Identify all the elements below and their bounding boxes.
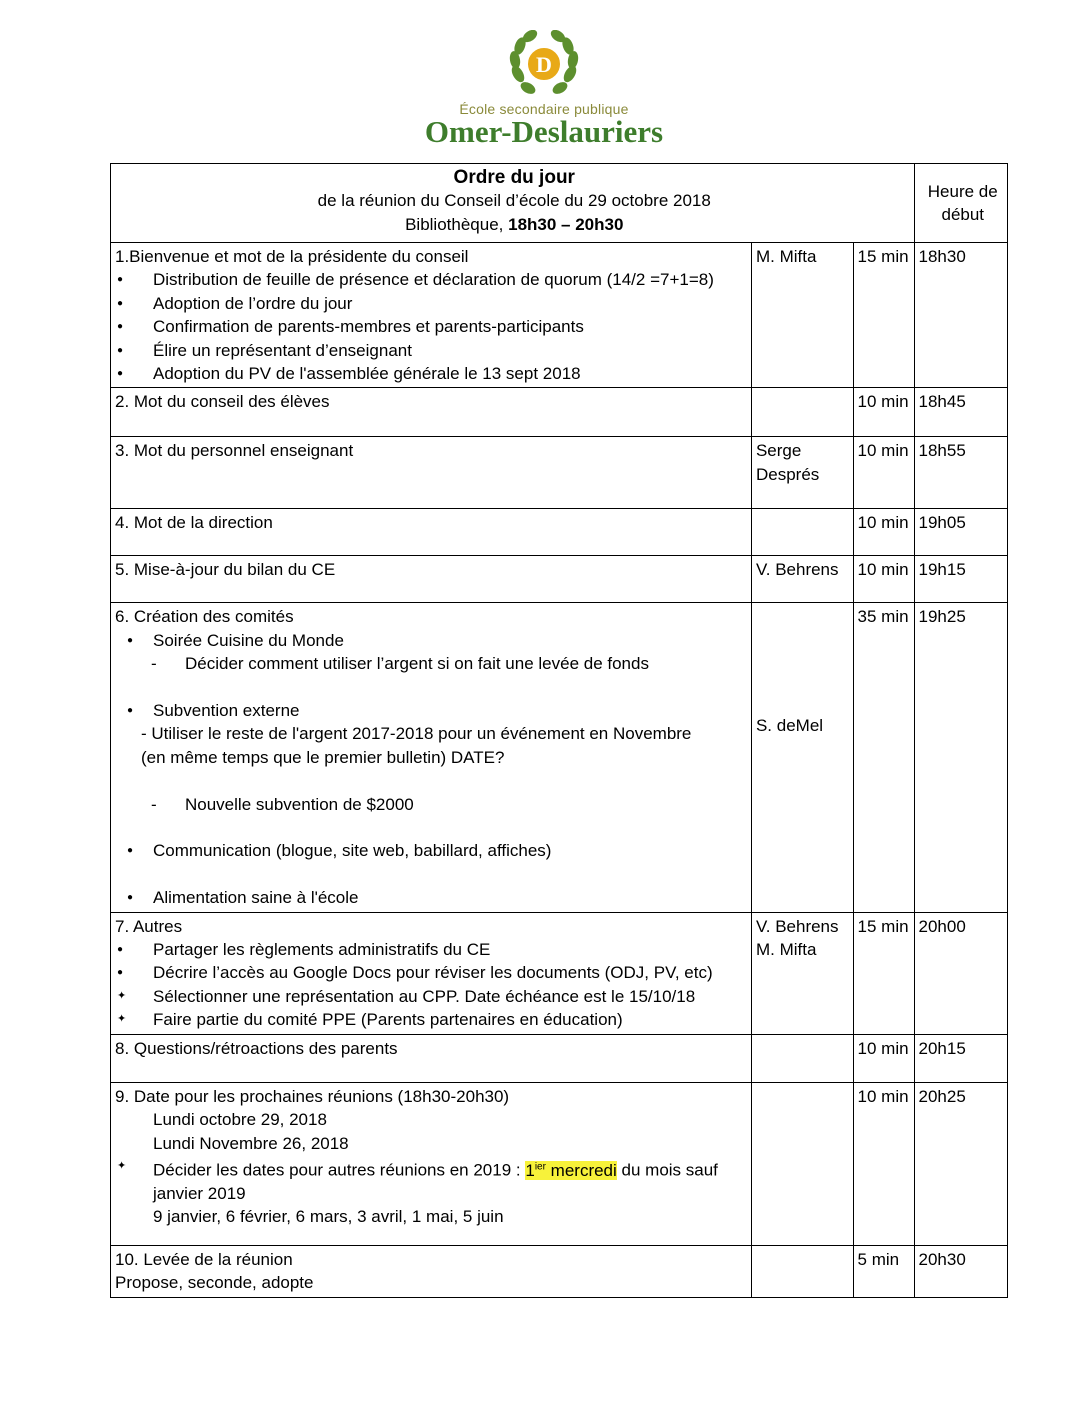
item-presenter: V. Behrens M. Mifta <box>751 912 853 1034</box>
item-title: 2. Mot du conseil des élèves <box>111 388 752 437</box>
item-title: 8. Questions/rétroactions des parents <box>111 1034 752 1082</box>
list-item: ● Confirmation de parents-membres et parents-participants <box>115 315 751 338</box>
item-start-time: 20h25 <box>914 1082 1007 1245</box>
item-presenter: Serge Després <box>751 437 853 509</box>
item-presenter <box>751 1082 853 1245</box>
item-description <box>111 1245 752 1297</box>
item-duration: 10 min <box>853 1082 914 1245</box>
meeting-date: Lundi octobre 29, 2018 <box>153 1110 327 1130</box>
logo-school-name: Omer-Deslauriers <box>424 114 664 149</box>
item-presenter <box>751 388 853 437</box>
item-description <box>111 1082 752 1245</box>
school-logo <box>0 30 1088 150</box>
sub-item: - Nouvelle subvention de $2000 <box>115 793 751 816</box>
agenda-item-10 <box>111 1245 1008 1297</box>
item-duration: 15 min <box>853 243 914 388</box>
list-item: ● Adoption du PV de l'assemblée générale le 13 sept 2018 <box>115 362 751 385</box>
agenda-item-2 <box>111 388 1008 437</box>
item-duration: 10 min <box>853 1034 914 1082</box>
item-start-time: 19h15 <box>914 556 1007 603</box>
item-start-time: 18h45 <box>914 388 1007 437</box>
agenda-item-1 <box>111 243 1008 388</box>
list-item: ● Communication (blogue, site web, babillard, affiches) <box>115 839 751 862</box>
item-presenter <box>751 509 853 556</box>
list-item: ● Alimentation saine à l'école <box>115 886 751 909</box>
list-item: ● Élire un représentant d’enseignant <box>115 339 751 362</box>
sub-item: - Décider comment utiliser l’argent si on fait une levée de fonds <box>115 652 751 675</box>
highlighted-text: $1^{ier}$ mercredi <box>525 1160 617 1180</box>
header-cell <box>111 164 915 243</box>
item-presenter <box>751 1245 853 1297</box>
item-duration: 15 min <box>853 912 914 1034</box>
item-description <box>111 243 752 388</box>
item-title: 7. Autres <box>115 916 183 936</box>
list-item-continuation: janvier 2019 <box>153 1183 246 1203</box>
item-presenter <box>751 1034 853 1082</box>
item-presenter: S. deMel <box>751 603 853 912</box>
list-item: ● Adoption de l’ordre du jour <box>115 292 751 315</box>
meeting-date: Lundi Novembre 26, 2018 <box>153 1133 349 1153</box>
item-title: 1.Bienvenue et mot de la présidente du conseil <box>115 247 469 266</box>
item-duration: 10 min <box>853 388 914 437</box>
laurel-wreath-icon <box>508 30 580 102</box>
agenda-item-9 <box>111 1082 1008 1245</box>
agenda-table <box>110 163 1008 1298</box>
list-item: ● Distribution de feuille de présence et déclaration de quorum (14/2 =7+1=8) <box>115 268 751 291</box>
item-title: 6. Création des comités <box>115 607 294 627</box>
item-duration: 10 min <box>853 437 914 509</box>
item-presenter: M. Mifta <box>751 243 853 388</box>
meeting-time: 18h30 – 20h30 <box>508 214 624 234</box>
start-time-header: Heure de début <box>914 164 1007 243</box>
item-duration: 5 min <box>853 1245 914 1297</box>
sub-item: (en même temps que le premier bulletin) DATE? <box>141 747 505 767</box>
item-start-time: 18h55 <box>914 437 1007 509</box>
item-title: 9. Date pour les prochaines réunions (18h30-20h30) <box>115 1086 510 1106</box>
item-start-time: 20h00 <box>914 912 1007 1034</box>
item-description <box>111 912 752 1034</box>
item-title: 3. Mot du personnel enseignant <box>111 437 752 509</box>
agenda-item-5 <box>111 556 1008 603</box>
agenda-item-7 <box>111 912 1008 1034</box>
item-title: 5. Mise-à-jour du bilan du CE <box>111 556 752 603</box>
item-duration: 10 min <box>853 556 914 603</box>
item-start-time: 19h25 <box>914 603 1007 912</box>
item-note: Propose, seconde, adopte <box>115 1273 314 1293</box>
item-start-time: 18h30 <box>914 243 1007 388</box>
item-title: 4. Mot de la direction <box>111 509 752 556</box>
item-start-time: 20h15 <box>914 1034 1007 1082</box>
meeting-subtitle: de la réunion du Conseil d’école du 29 octobre 2018 <box>317 191 711 211</box>
list-item: ✦ Décider les dates pour autres réunions en 2019 : $1^{ier}$ mercredi du mois sauf <box>115 1155 751 1182</box>
item-title: 10. Levée de la réunion <box>115 1249 293 1269</box>
item-start-time: 20h30 <box>914 1245 1007 1297</box>
agenda-item-8 <box>111 1034 1008 1082</box>
agenda-item-4 <box>111 509 1008 556</box>
item-start-time: 19h05 <box>914 509 1007 556</box>
document-title: Ordre du jour <box>453 167 575 188</box>
list-item: ● Subvention externe <box>115 699 751 722</box>
svg-text:D: D <box>536 52 552 77</box>
meeting-location: Bibliothèque, 18h30 – 20h30 <box>405 214 624 234</box>
agenda-item-3 <box>111 437 1008 509</box>
sub-item: - Utiliser le reste de l'argent 2017-2018 pour un événement en Novembre <box>141 724 692 744</box>
list-item: ✦ Faire partie du comité PPE (Parents partenaires en éducation) <box>115 1008 751 1031</box>
meeting-dates-2019: 9 janvier, 6 février, 6 mars, 3 avril, 1 mai, 5 juin <box>153 1207 504 1227</box>
list-item: ● Décrire l’accès au Google Docs pour réviser les documents (ODJ, PV, etc) <box>115 961 751 984</box>
item-duration: 35 min <box>853 603 914 912</box>
item-duration: 10 min <box>853 509 914 556</box>
item-presenter: V. Behrens <box>751 556 853 603</box>
agenda-item-6 <box>111 603 1008 912</box>
logo-subtitle: École secondaire publique <box>459 101 629 117</box>
list-item: ● Soirée Cuisine du Monde <box>115 629 751 652</box>
header-row <box>111 164 1008 243</box>
item-description <box>111 603 752 912</box>
list-item: ● Partager les règlements administratifs du CE <box>115 938 751 961</box>
list-item: ✦ Sélectionner une représentation au CPP. Date échéance est le 15/10/18 <box>115 985 751 1008</box>
